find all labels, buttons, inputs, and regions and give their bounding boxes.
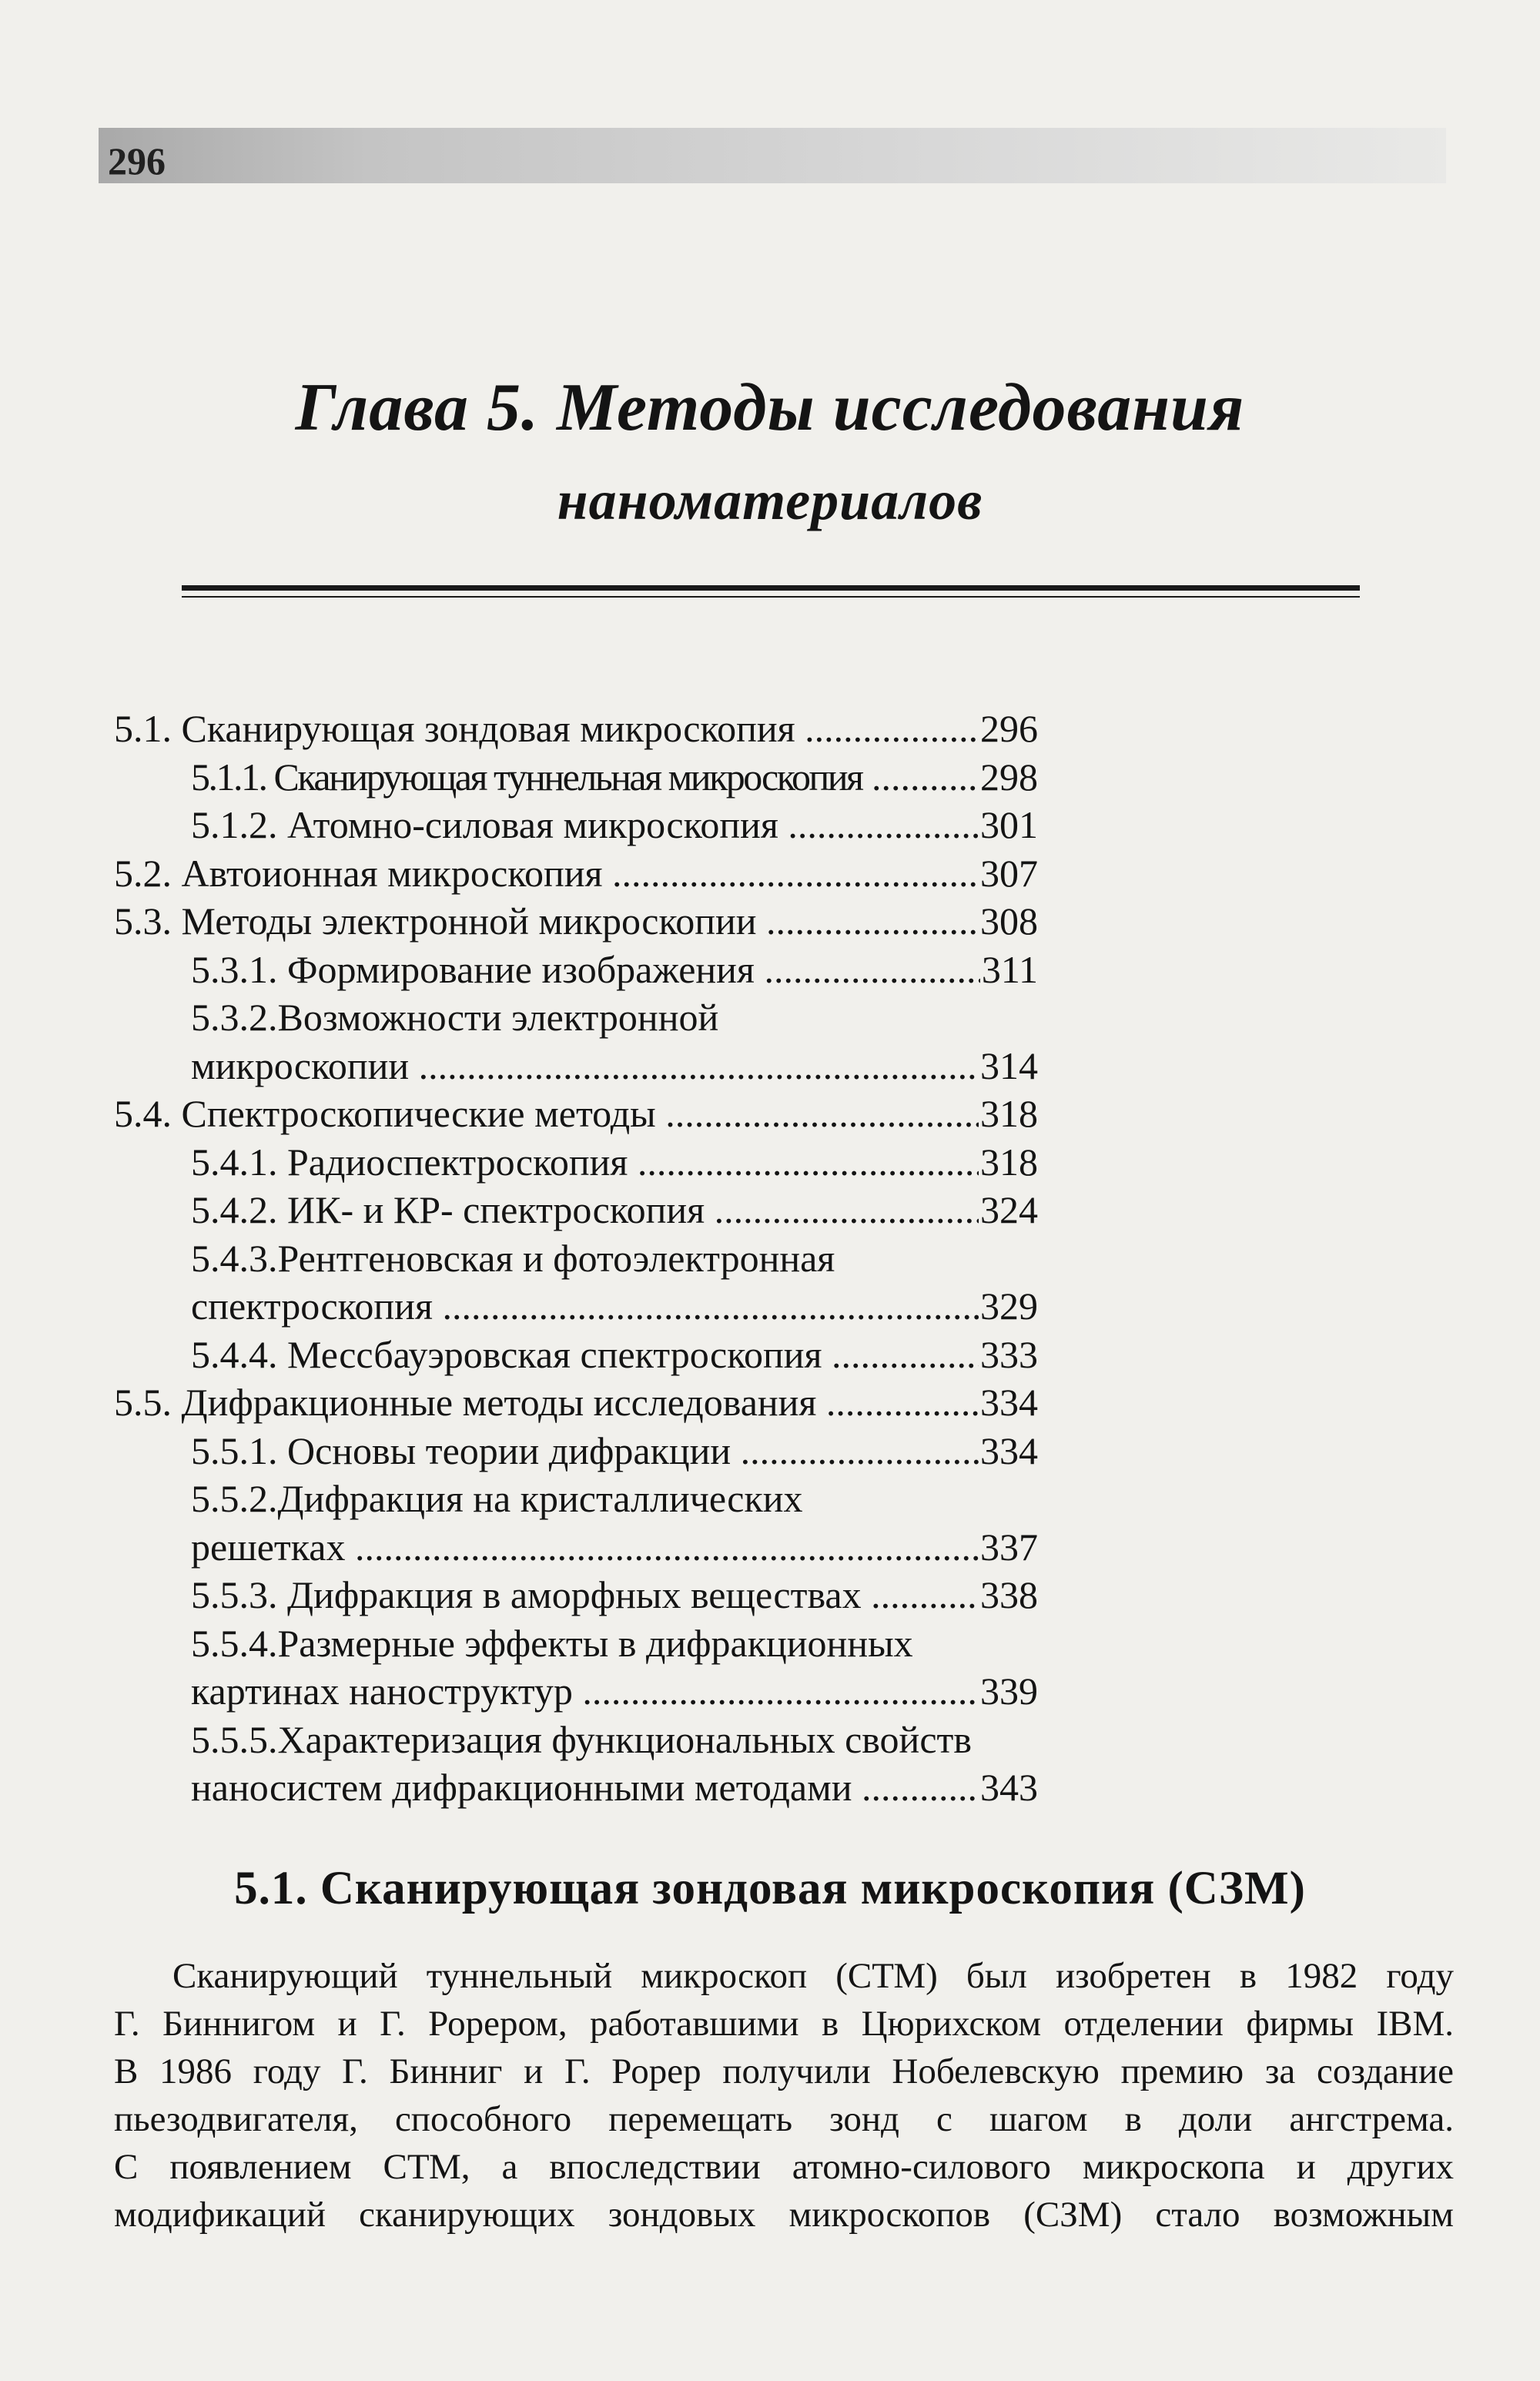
body-line: модификаций сканирующих зондовых микроскопов (СЗМ) стало возможным xyxy=(114,2195,1454,2235)
toc-entry xyxy=(114,1186,1038,1234)
toc-entry-page: 338 xyxy=(980,1573,1038,1616)
toc-entry-title: Атомно-силовая микроскопия xyxy=(287,803,778,846)
toc-entry xyxy=(114,1716,1038,1764)
toc-entry-title: Дифракция в аморфных веществах xyxy=(287,1573,862,1616)
toc-entry-title: микроскопии xyxy=(191,1043,410,1087)
toc-entry-title: Сканирующая зондовая микроскопия xyxy=(181,707,795,750)
toc-entry-number: 5.3.2. xyxy=(191,996,278,1039)
toc-entry xyxy=(114,1234,1038,1283)
toc-entry-continuation xyxy=(114,1667,1038,1716)
toc-entry-title: наносистем дифракционными методами xyxy=(191,1766,852,1809)
toc-entry xyxy=(114,993,1038,1042)
toc-entry-page: 298 xyxy=(980,755,1038,799)
toc-entry-continuation xyxy=(114,1763,1038,1812)
chapter-title-line-1: Глава 5. Методы исследования xyxy=(295,370,1245,445)
toc-entry-page: 308 xyxy=(980,899,1038,943)
body-line: В 1986 году Г. Бинниг и Г. Рорер получили Нобелевскую премию за создание xyxy=(114,2051,1454,2091)
toc-entry-page: 318 xyxy=(980,1140,1038,1184)
toc-entry-page: 307 xyxy=(980,851,1038,895)
toc-entry-number: 5.2. xyxy=(114,851,172,895)
toc-entry-number: 5.5. xyxy=(114,1381,172,1424)
toc-entry xyxy=(114,1138,1038,1187)
toc-entry-title: Сканирующая туннельная микроскопия xyxy=(273,755,862,799)
toc-entry xyxy=(114,1090,1038,1138)
toc-entry-page: 339 xyxy=(980,1669,1038,1713)
toc-entry xyxy=(114,1427,1038,1475)
toc-entry xyxy=(114,1619,1038,1668)
body-line: С появлением СТМ, а впоследствии атомно-силового микроскопа и других xyxy=(114,2147,1454,2187)
toc-entry xyxy=(114,849,1038,898)
toc-entry-title: Дифракция на кристаллических xyxy=(277,1477,803,1520)
toc-entry-page: 314 xyxy=(980,1043,1038,1087)
table-of-contents xyxy=(114,705,1038,1812)
toc-entry-title: Автоионная микроскопия xyxy=(181,851,603,895)
toc-entry-page: 333 xyxy=(980,1332,1038,1376)
toc-entry xyxy=(114,753,1038,802)
section-heading: 5.1. Сканирующая зондовая микроскопия (СЗМ) xyxy=(234,1863,1306,1914)
toc-entry xyxy=(114,801,1038,849)
toc-entry xyxy=(114,897,1038,946)
toc-entry-title: спектроскопия xyxy=(191,1284,433,1328)
toc-entry-title: решетках xyxy=(191,1525,346,1569)
toc-entry-continuation xyxy=(114,1523,1038,1572)
chapter-rule-thin xyxy=(182,596,1360,598)
toc-entry-title: Характеризация функциональных свойств xyxy=(277,1717,972,1761)
toc-entry-page: 337 xyxy=(980,1525,1038,1569)
toc-entry-page: 301 xyxy=(980,803,1038,846)
toc-entry-title: Формирование изображения xyxy=(287,947,755,991)
toc-entry-number: 5.5.3. xyxy=(191,1573,278,1616)
toc-entry-number: 5.1. xyxy=(114,707,172,750)
toc-entry-continuation xyxy=(114,1282,1038,1331)
toc-entry-number: 5.5.5. xyxy=(191,1717,278,1761)
toc-entry xyxy=(114,946,1038,994)
toc-entry-title: картинах наноструктур xyxy=(191,1669,573,1713)
toc-entry-page: 334 xyxy=(980,1381,1038,1424)
chapter-title xyxy=(0,362,1540,547)
toc-entry-title: Рентгеновская и фотоэлектронная xyxy=(277,1236,835,1280)
toc-entry xyxy=(114,1475,1038,1523)
toc-entry-number: 5.1.2. xyxy=(191,803,278,846)
toc-entry-number: 5.5.4. xyxy=(191,1621,278,1665)
toc-entry-page: 318 xyxy=(980,1092,1038,1135)
toc-entry-number: 5.3.1. xyxy=(191,947,278,991)
header-band xyxy=(99,128,1446,183)
toc-entry-title: Радиоспектроскопия xyxy=(287,1140,628,1184)
toc-entry-number: 5.4.2. xyxy=(191,1188,278,1231)
body-line: Г. Биннигом и Г. Рорером, работавшими в Цюрихском отделении фирмы IBM. xyxy=(114,2004,1454,2044)
toc-entry-number: 5.1.1. xyxy=(191,755,266,799)
toc-entry-continuation xyxy=(114,1042,1038,1090)
section-body xyxy=(114,1952,1454,2239)
toc-entry-number: 5.4.4. xyxy=(191,1332,278,1376)
toc-entry xyxy=(114,1378,1038,1427)
toc-entry-title: Основы теории дифракции xyxy=(287,1428,732,1472)
toc-entry-number: 5.4.3. xyxy=(191,1236,278,1280)
toc-entry-page: 334 xyxy=(980,1428,1038,1472)
toc-entry-page: 329 xyxy=(980,1284,1038,1328)
toc-entry-number: 5.3. xyxy=(114,899,172,943)
toc-entry-page: 311 xyxy=(981,947,1038,991)
toc-entry xyxy=(114,1571,1038,1619)
toc-entry-page: 324 xyxy=(980,1188,1038,1231)
toc-entry xyxy=(114,705,1038,753)
toc-entry-title: Мессбауэровская спектроскопия xyxy=(287,1332,822,1376)
page-number: 296 xyxy=(108,139,166,183)
toc-entry-title: Возможности электронной xyxy=(277,996,719,1039)
toc-entry-title: Дифракционные методы исследования xyxy=(181,1381,817,1424)
chapter-rule-thick xyxy=(182,585,1360,591)
toc-entry-page: 296 xyxy=(980,707,1038,750)
body-line: пьезодвигателя, способного перемещать зонд с шагом в доли ангстрема. xyxy=(114,2099,1454,2139)
toc-entry-number: 5.4.1. xyxy=(191,1140,278,1184)
toc-entry xyxy=(114,1331,1038,1379)
toc-entry-title: Методы электронной микроскопии xyxy=(181,899,757,943)
toc-entry-title: ИК- и КР- спектроскопия xyxy=(287,1188,705,1231)
body-line: Сканирующий туннельный микроскоп (СТМ) был изобретен в 1982 году xyxy=(172,1956,1454,1996)
toc-entry-title: Размерные эффекты в дифракционных xyxy=(277,1621,913,1665)
toc-entry-title: Спектроскопические методы xyxy=(181,1092,656,1135)
toc-entry-page: 343 xyxy=(980,1766,1038,1809)
toc-entry-number: 5.5.1. xyxy=(191,1428,278,1472)
toc-entry-number: 5.5.2. xyxy=(191,1477,278,1520)
toc-entry-number: 5.4. xyxy=(114,1092,172,1135)
chapter-title-line-2: наноматериалов xyxy=(557,470,983,531)
